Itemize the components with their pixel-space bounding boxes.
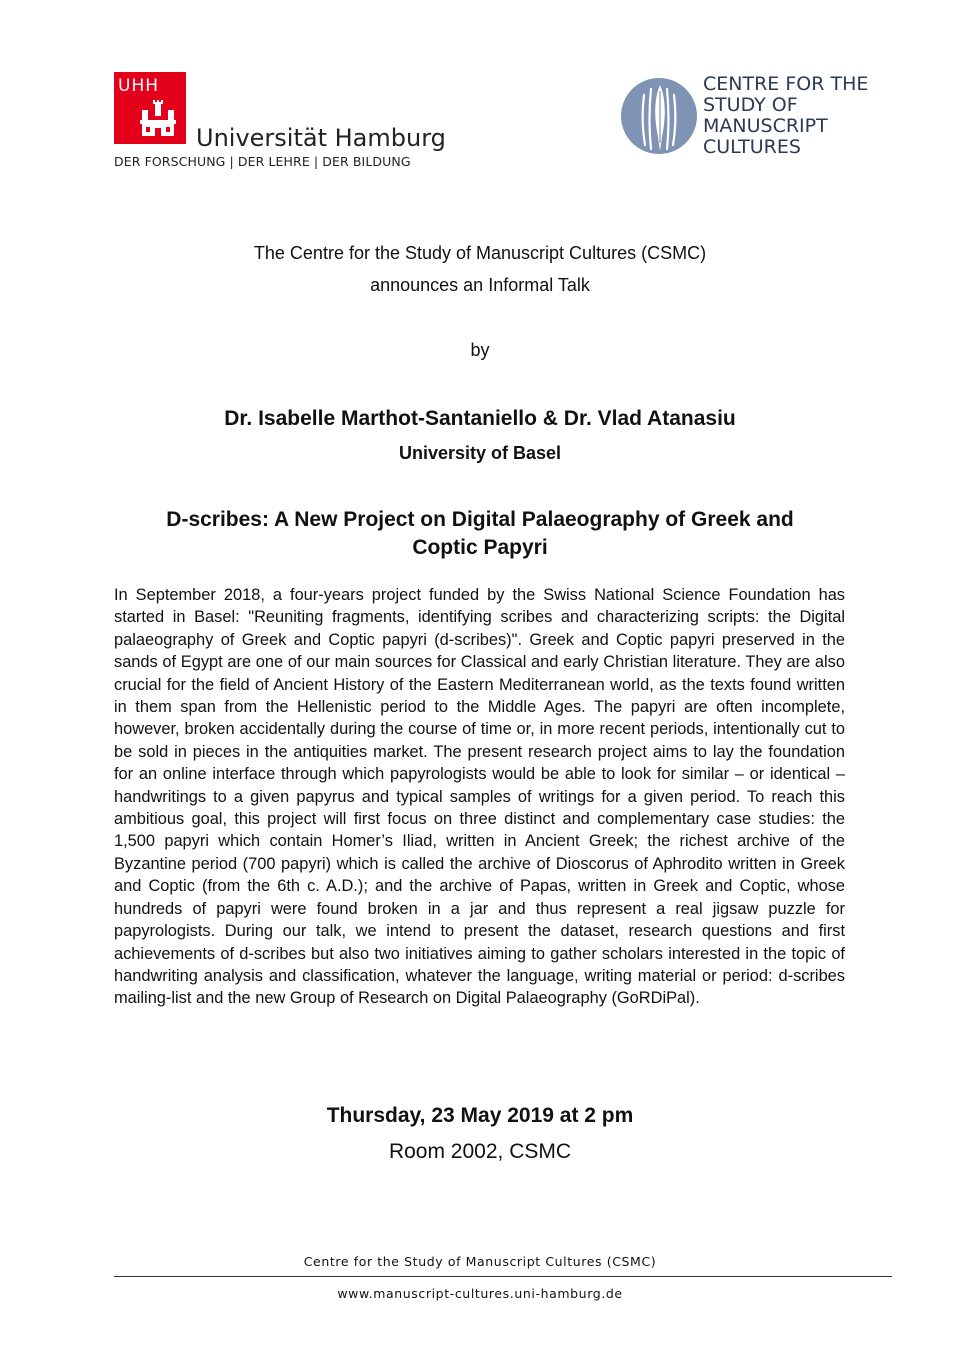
footer-url: www.manuscript-cultures.uni-hamburg.de: [337, 1286, 623, 1301]
speakers-heading: Dr. Isabelle Marthot-Santaniello & Dr. Vlad Atanasiu: [224, 407, 736, 430]
announcement-line-1: The Centre for the Study of Manuscript Cultures (CSMC): [253, 243, 707, 263]
announcement-by: by: [470, 340, 490, 360]
abstract-paragraph: In September 2018, a four-years project funded by the Swiss National Science Foundation has started in Basel: "Reuniting fragments, identifying scribes and characterizing scripts: the Digital palaeography of Greek and Coptic papyri (d-scribes)". Greek and Coptic papyri preserved in the sands of Egypt are one of our main sources for Classical and early Christian literature. They are also crucial for the field of Ancient History of the Eastern Mediterranean world, as the texts found written in them span from the Hellenistic period to the Middle Ages. The papyri are often incomplete, however, broken accidentally during the course of time or, in more recent periods, intentionally cut to be sold in pieces in the antiquities market. The present research project aims to lay the foundation for an online interface through which papyrologists would be able to look for similar – or identical – handwritings to a given papyrus and typical samples of writings for a given period. To reach this ambitious goal, this project will first focus on three distinct and complementary case studies: the 1,500 papyri which contain Homer’s Iliad, written in Ancient Greek; the richest archive of the Byzantine period (700 papyri) which is called the archive of Dioscorus of Aphrodito written in Greek and Coptic (from the 6th c. A.D.); and the archive of Papas, written in Greek and Coptic, whose hundreds of papyri were found broken in a jar and thus represent a real jigsaw puzzle for papyrologists. During our talk, we intend to present the dataset, research questions and first achievements of d-scribes but also two initiatives aiming to gather scholars interested in the topic of handwriting analysis and classification, whatever the language, writing material or period: d-scribes mailing-list and the new Group of Research on Digital Palaeography (GoRDiPal).: [114, 586, 845, 1008]
uhh-logo-letters: UHH: [118, 76, 160, 96]
uhh-logo-tagline: DER FORSCHUNG | DER LEHRE | DER BILDUNG: [114, 154, 411, 169]
talk-title-line-1: D-scribes: A New Project on Digital Palaeography of Greek and: [166, 508, 794, 531]
uhh-logo-name: Universität Hamburg: [196, 124, 446, 152]
csmc-logo-text: [703, 74, 868, 158]
affiliation: University of Basel: [398, 443, 562, 463]
talk-title-line-2: Coptic Papyri: [412, 536, 548, 559]
csmc-logo-line: CENTRE FOR THE: [703, 73, 869, 95]
csmc-logo-line: CULTURES: [703, 136, 801, 158]
event-date: Thursday, 23 May 2019 at 2 pm: [326, 1104, 634, 1127]
csmc-logo-line: MANUSCRIPT: [703, 115, 828, 137]
footer-org: Centre for the Study of Manuscript Cultures (CSMC): [303, 1254, 657, 1269]
uhh-castle-icon: [138, 100, 178, 140]
footer-divider: [114, 1276, 892, 1277]
announcement-line-2: announces an Informal Talk: [370, 275, 590, 295]
talk-title: [0, 506, 960, 562]
csmc-quill-icon: [620, 77, 698, 155]
csmc-logo-line: STUDY OF: [703, 94, 798, 116]
event-room: Room 2002, CSMC: [388, 1140, 572, 1163]
